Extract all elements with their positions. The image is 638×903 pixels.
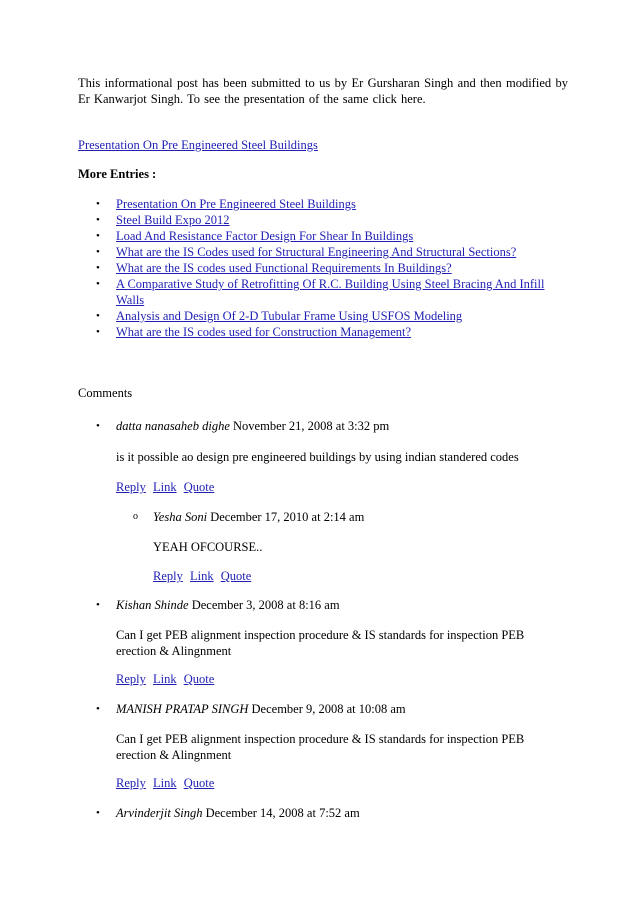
- bullet-icon: •: [96, 807, 100, 819]
- comment-header: [116, 418, 389, 434]
- comment-author: Yesha Soni: [153, 510, 208, 524]
- link-link[interactable]: Link: [152, 672, 177, 686]
- reply-link[interactable]: Reply: [116, 672, 146, 686]
- comment-author: Kishan Shinde: [116, 598, 189, 612]
- list-item: [96, 196, 566, 212]
- entry-link[interactable]: What are the IS codes used Functional Requirements In Buildings?: [116, 261, 452, 275]
- comment-date: December 17, 2010 at 2:14 am: [210, 510, 365, 524]
- list-item: [96, 276, 566, 308]
- more-entries-heading: More Entries :: [78, 167, 157, 181]
- presentation-link[interactable]: Presentation On Pre Engineered Steel Buildings: [78, 138, 318, 152]
- link-link[interactable]: Link: [152, 776, 177, 790]
- comment-header: [116, 597, 340, 613]
- quote-link[interactable]: Quote: [183, 776, 215, 790]
- intro-paragraph: This informational post has been submitted to us by Er Gursharan Singh and then modified by Er Kanwarjot Singh. To see the presentation of the same click here.: [78, 76, 568, 106]
- comment-text: Can I get PEB alignment inspection procedure & IS standards for inspection PEB erection & Alingnment: [116, 628, 525, 658]
- comment-text: YEAH OFCOURSE..: [153, 540, 263, 554]
- entry-link[interactable]: What are the IS codes used for Construction Management?: [116, 325, 412, 339]
- comment-date: November 21, 2008 at 3:32 pm: [233, 419, 390, 433]
- quote-link[interactable]: Quote: [183, 672, 215, 686]
- comment-actions: [153, 568, 255, 584]
- link-link[interactable]: Link: [152, 480, 177, 494]
- comment-text: Can I get PEB alignment inspection procedure & IS standards for inspection PEB erection & Alingnment: [116, 732, 525, 762]
- bullet-icon: •: [96, 599, 100, 611]
- reply-link[interactable]: Reply: [153, 569, 183, 583]
- entry-link[interactable]: Steel Build Expo 2012: [116, 213, 230, 227]
- reply-link[interactable]: Reply: [116, 776, 146, 790]
- comment-author: MANISH PRATAP SINGH: [116, 702, 249, 716]
- list-item: [96, 212, 566, 228]
- quote-link[interactable]: Quote: [220, 569, 252, 583]
- list-item: [96, 260, 566, 276]
- comment-actions: [116, 671, 218, 687]
- entry-link[interactable]: Analysis and Design Of 2-D Tubular Frame Using USFOS Modeling: [116, 309, 463, 323]
- comment-header: [116, 701, 406, 717]
- comment-date: December 9, 2008 at 10:08 am: [251, 702, 406, 716]
- more-entries-list: [96, 196, 566, 340]
- comment-date: December 3, 2008 at 8:16 am: [191, 598, 340, 612]
- comment-header: [153, 509, 364, 525]
- entry-link[interactable]: A Comparative Study of Retrofitting Of R.C. Building Using Steel Bracing And Infill Walls: [116, 277, 545, 307]
- list-item: [96, 228, 566, 244]
- list-item: [96, 308, 566, 324]
- reply-link[interactable]: Reply: [116, 480, 146, 494]
- comment-text: is it possible ao design pre engineered buildings by using indian standered codes: [116, 450, 519, 464]
- comment-actions: [116, 775, 218, 791]
- comment-header: [116, 805, 360, 821]
- entry-link[interactable]: Presentation On Pre Engineered Steel Buildings: [116, 197, 356, 211]
- bullet-icon: •: [96, 703, 100, 715]
- list-item: [96, 244, 566, 260]
- bullet-icon: •: [96, 420, 100, 432]
- quote-link[interactable]: Quote: [183, 480, 215, 494]
- entry-link[interactable]: Load And Resistance Factor Design For Shear In Buildings: [116, 229, 414, 243]
- hollow-bullet-icon: o: [133, 511, 138, 522]
- comment-date: December 14, 2008 at 7:52 am: [205, 806, 360, 820]
- comments-heading: Comments: [78, 386, 133, 400]
- comment-actions: [116, 479, 218, 495]
- list-item: [96, 324, 566, 340]
- entry-link[interactable]: What are the IS Codes used for Structural Engineering And Structural Sections?: [116, 245, 517, 259]
- comment-author: Arvinderjit Singh: [116, 806, 203, 820]
- link-link[interactable]: Link: [189, 569, 214, 583]
- comment-author: datta nanasaheb dighe: [116, 419, 230, 433]
